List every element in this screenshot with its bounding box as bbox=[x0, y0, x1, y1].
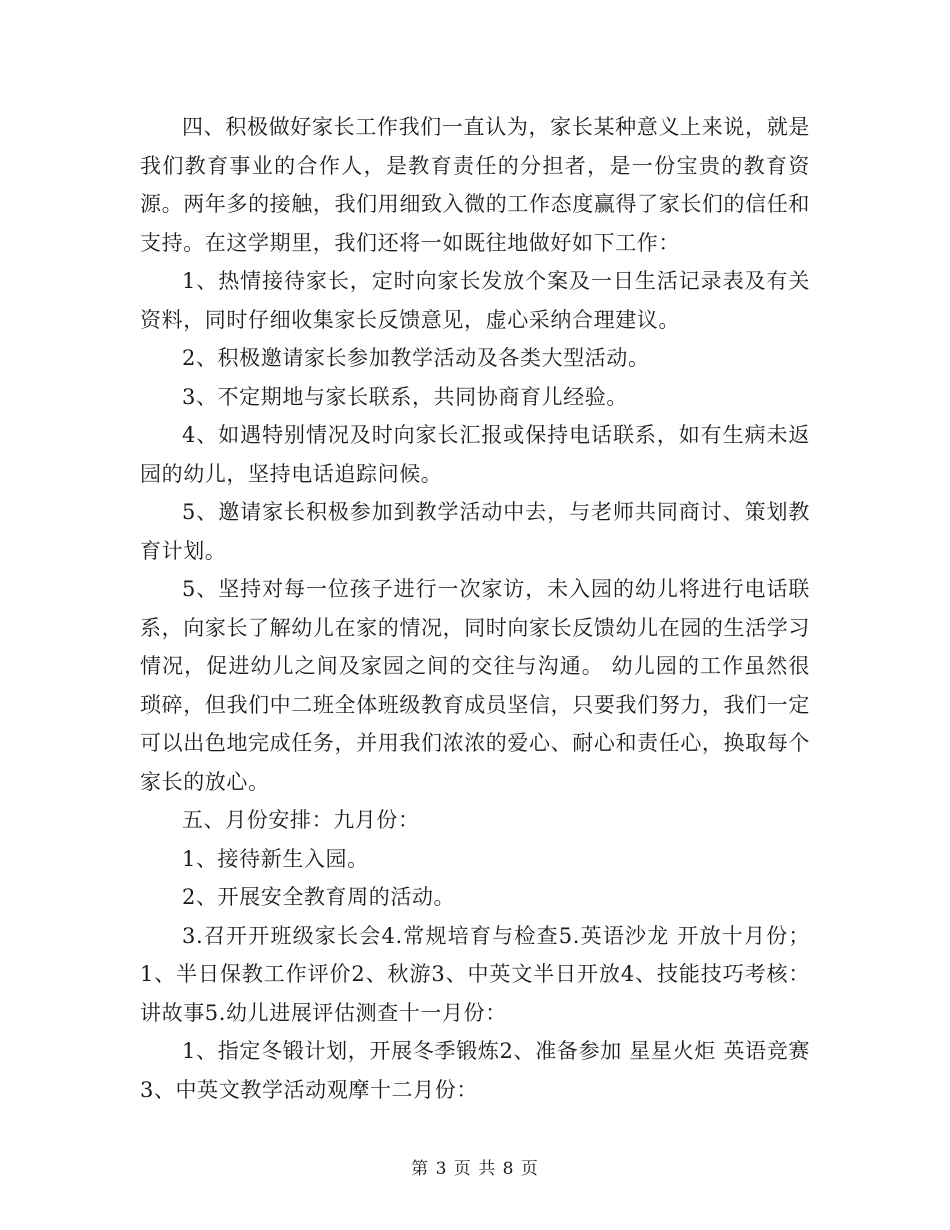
paragraph-item-5b: 5、坚持对每一位孩子进行一次家访，未入园的幼儿将进行电话联系，向家长了解幼儿在家的情况，同时向家长反馈幼儿在园的生活学习情况，促进幼儿之间及家园之间的交往与沟通。 幼儿园的工作虽然很琐碎，但我们中二班全体班级教育成员坚信，只要我们努力，我们一定可以出色地完成任务，并用我们浓浓的爱心、耐心和责任心，换取每个家长的放心。 bbox=[140, 577, 810, 794]
paragraph-nov: 1、指定冬锻计划，开展冬季锻炼2、准备参加 星星火炬 英语竞赛3、中英文教学活动观摩十二月份： bbox=[140, 1039, 810, 1102]
paragraph-sept-2: 2、开展安全教育周的活动。 bbox=[182, 885, 456, 909]
paragraph-parent-work: 四、积极做好家长工作我们一直认为，家长某种意义上来说，就是我们教育事业的合作人，是教育责任的分担者，是一份宝贵的教育资源。两年多的接触，我们用细致入微的工作态度赢得了家长们的信任和支持。在这学期里，我们还将一如既往地做好如下工作： bbox=[140, 115, 810, 255]
paragraph-sept-1: 1、接待新生入园。 bbox=[182, 846, 369, 871]
paragraph-item-4: 4、如遇特别情况及时向家长汇报或保持电话联系，如有生病未返园的幼儿，坚持电话追踪问候。 bbox=[140, 423, 810, 486]
paragraph-monthly-heading: 五、月份安排：九月份： bbox=[182, 808, 420, 832]
paragraph-item-3: 3、不定期地与家长联系，共同协商育儿经验。 bbox=[182, 384, 628, 409]
page-number-label: 第 3 页 共 8 页 bbox=[411, 1159, 539, 1179]
document-body bbox=[140, 108, 810, 1109]
paragraph-item-2: 2、积极邀请家长参加教学活动及各类大型活动。 bbox=[182, 346, 650, 370]
paragraph-sept-oct: 3.召开开班级家长会4.常规培育与检查5.英语沙龙 开放十月份；1、半日保教工作评价2、秋游3、中英文半日开放4、技能技巧考核：讲故事5.幼儿进展评估测查十一月份： bbox=[140, 923, 810, 1025]
paragraph-item-1: 1、热情接待家长，定时向家长发放个案及一日生活记录表及有关资料，同时仔细收集家长反馈意见，虚心采纳合理建议。 bbox=[140, 269, 810, 332]
paragraph-item-5a: 5、邀请家长积极参加到教学活动中去，与老师共同商讨、策划教育计划。 bbox=[140, 500, 810, 563]
page-footer bbox=[0, 1154, 950, 1179]
